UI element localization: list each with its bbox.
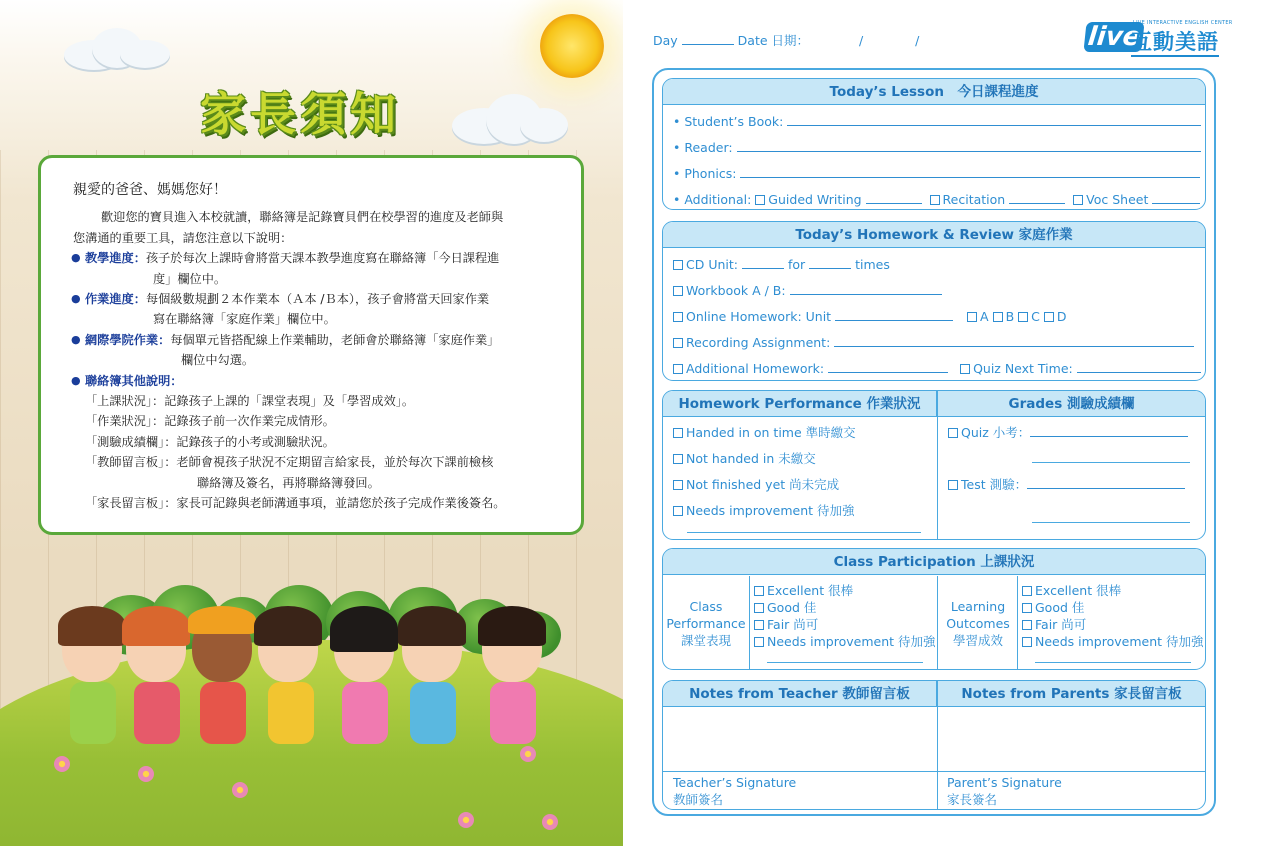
option-label: Fair 尚可 <box>767 617 819 632</box>
recitation-field[interactable] <box>1009 191 1065 204</box>
other-note <box>73 391 555 411</box>
notice-item <box>73 371 555 391</box>
performance-checkbox[interactable] <box>673 506 683 516</box>
section-header: Notes from Parents 家長留言板 <box>938 681 1205 707</box>
date-slash: / <box>915 33 920 48</box>
other-note-cont: 聯絡簿及簽名，再將聯絡簿發回。 <box>197 475 380 490</box>
student-book-field[interactable] <box>787 113 1201 126</box>
logo-small-text: LIVE INTERACTIVE ENGLISH CENTER <box>1133 20 1233 26</box>
logo-badge: live <box>1083 22 1145 52</box>
row-label: • Phonics: <box>673 166 737 181</box>
test-score-field[interactable] <box>1027 476 1185 489</box>
notes-section <box>662 680 1206 810</box>
label-line: Teacher’s Signature <box>673 775 797 790</box>
bullet-icon: ● <box>71 292 81 306</box>
date-slash: / <box>858 33 864 48</box>
online-homework-row <box>673 308 1067 324</box>
option-label: Good 佳 <box>1035 600 1085 615</box>
brand-logo <box>1085 18 1233 58</box>
bullet-icon: ● <box>71 332 81 346</box>
workbook-checkbox[interactable] <box>673 286 683 296</box>
option-label: Excellent 很棒 <box>1035 583 1122 598</box>
workbook-field[interactable] <box>790 282 942 295</box>
option-label: B <box>1005 309 1015 324</box>
participation-option <box>754 633 936 650</box>
homework-performance-column <box>663 391 937 539</box>
bullet-icon: ● <box>71 251 81 265</box>
quiz-score-line-2[interactable] <box>1032 462 1190 463</box>
option-b-checkbox[interactable] <box>993 312 1003 322</box>
flower-icon <box>542 814 558 830</box>
intro-line-2: 您溝通的重要工具，請您注意以下說明： <box>73 230 293 245</box>
flower-icon <box>138 766 154 782</box>
signature-divider <box>663 771 937 772</box>
teacher-notes-column[interactable] <box>663 681 937 809</box>
reader-field[interactable] <box>737 139 1201 152</box>
row-label: Test 測驗： <box>961 477 1028 492</box>
quiz-checkbox[interactable] <box>948 428 958 438</box>
option-a-checkbox[interactable] <box>967 312 977 322</box>
class-performance-line[interactable] <box>767 662 923 663</box>
cd-unit-field[interactable] <box>742 256 784 269</box>
row-label: • Additional: <box>673 192 752 207</box>
bullet-icon: ● <box>71 373 81 387</box>
participation-option <box>754 616 936 633</box>
participation-option <box>1022 599 1204 616</box>
quiz-score-field[interactable] <box>1030 424 1188 437</box>
option-label: Guided Writing <box>768 192 862 207</box>
grades-column <box>938 391 1205 539</box>
flower-icon <box>54 756 70 772</box>
option-label: A <box>980 309 989 324</box>
other-note <box>73 411 555 431</box>
quiz-next-field[interactable] <box>1077 360 1201 373</box>
participation-option <box>1022 633 1204 650</box>
learning-outcomes-label <box>938 598 1018 649</box>
learning-outcomes-options <box>1022 582 1204 650</box>
section-header: Grades 測驗成績欄 <box>938 391 1205 417</box>
signature-divider <box>938 771 1206 772</box>
day-date-line <box>653 31 919 49</box>
performance-note-line[interactable] <box>687 532 921 533</box>
recitation-checkbox[interactable] <box>930 195 940 205</box>
option-label: D <box>1056 309 1067 324</box>
class-performance-label <box>663 598 749 649</box>
notice-item <box>73 330 555 371</box>
option-label: Voc Sheet <box>1086 192 1149 207</box>
row-label: • Student’s Book: <box>673 114 784 129</box>
label-line: Parent’s Signature <box>947 775 1062 790</box>
quiz-next-checkbox[interactable] <box>960 364 970 374</box>
row-label: times <box>855 257 890 272</box>
quiz-row <box>948 423 1188 441</box>
additional-homework-checkbox[interactable] <box>673 364 683 374</box>
other-note <box>73 493 555 513</box>
flower-icon <box>520 746 536 762</box>
recording-row <box>673 334 1194 350</box>
recording-field[interactable] <box>834 334 1194 347</box>
participation-checkbox[interactable] <box>754 637 764 647</box>
todays-lesson-section <box>662 78 1206 210</box>
other-note-text: 「測驗成績欄」：記錄孩子的小考或測驗狀況。 <box>85 434 335 449</box>
option-label: Not finished yet 尚未完成 <box>686 477 840 492</box>
online-unit-field[interactable] <box>835 308 953 321</box>
column-divider <box>1017 576 1018 669</box>
row-label: CD Unit: <box>686 257 738 272</box>
cd-row <box>673 256 890 272</box>
phonics-row <box>673 165 1200 181</box>
sun-icon <box>540 14 604 78</box>
participation-option <box>754 599 936 616</box>
option-label: C <box>1031 309 1040 324</box>
logo-name: 互動美語 <box>1131 29 1219 57</box>
guided-writing-checkbox[interactable] <box>755 195 765 205</box>
participation-checkbox[interactable] <box>1022 586 1032 596</box>
guided-writing-field[interactable] <box>866 191 922 204</box>
participation-checkbox[interactable] <box>1022 637 1032 647</box>
option-label: Excellent 很棒 <box>767 583 854 598</box>
notice-item <box>73 248 555 289</box>
row-label: for <box>787 257 806 272</box>
label-line: Learning <box>950 599 1006 614</box>
item-key: 聯絡簿其他說明： <box>85 373 183 388</box>
day-field[interactable] <box>682 33 734 45</box>
voc-sheet-checkbox[interactable] <box>1073 195 1083 205</box>
participation-checkbox[interactable] <box>1022 620 1032 630</box>
participation-option <box>754 582 936 599</box>
participation-option <box>1022 616 1204 633</box>
row-label: • Reader: <box>673 140 733 155</box>
option-label: Needs improvement 待加強 <box>767 634 936 649</box>
other-note-text: 「教師留言板」：老師會視孩子狀況不定期留言給家長，並於每次下課前檢核 <box>85 455 494 470</box>
student-book-row <box>673 113 1201 129</box>
notice-item <box>73 289 555 330</box>
flower-icon <box>232 782 248 798</box>
option-label: Recitation <box>942 192 1006 207</box>
performance-checkbox[interactable] <box>673 454 683 464</box>
greeting: 親愛的爸爸、媽媽您好！ <box>73 182 227 198</box>
todays-homework-section <box>662 221 1206 381</box>
row-label: Workbook A / B: <box>686 283 786 298</box>
other-note <box>73 432 555 452</box>
other-note-text: 「家長留言板」：家長可記錄與老師溝通事項，並請您於孩子完成作業後簽名。 <box>85 496 506 511</box>
label-line: 課堂表現 <box>680 633 731 648</box>
intro-line-1: 歡迎您的寶貝進入本校就讀，聯絡簿是記錄寶貝們在校學習的進度及老師與 <box>101 210 504 225</box>
notice-card <box>38 155 584 535</box>
performance-checkbox[interactable] <box>673 480 683 490</box>
option-label: Needs improvement 待加強 <box>1035 634 1204 649</box>
item-text: 孩子於每次上課時會將當天課本教學進度寫在聯絡簿「今日課程進 <box>145 251 500 266</box>
item-text-cont: 欄位中勾選。 <box>181 353 255 368</box>
learning-outcomes-line[interactable] <box>1035 662 1191 663</box>
parent-notice-page <box>0 0 623 846</box>
performance-grades-section <box>662 390 1206 540</box>
section-header: Today’s Lesson 今日課程進度 <box>663 79 1205 105</box>
label-line: Performance <box>666 616 746 631</box>
parent-notes-column[interactable] <box>938 681 1205 809</box>
option-label: Fair 尚可 <box>1035 617 1087 632</box>
parent-signature-label <box>947 774 1062 808</box>
performance-option <box>673 501 855 519</box>
section-header: Homework Performance 作業狀況 <box>663 391 937 417</box>
column-divider <box>749 576 750 669</box>
recording-checkbox[interactable] <box>673 338 683 348</box>
other-note-text: 「作業狀況」：記錄孩子前一次作業完成情形。 <box>85 414 335 429</box>
performance-checkbox[interactable] <box>673 428 683 438</box>
section-header: Notes from Teacher 教師留言板 <box>663 681 937 707</box>
participation-checkbox[interactable] <box>754 586 764 596</box>
performance-option <box>673 449 816 467</box>
row-label: Quiz 小考： <box>961 425 1031 440</box>
row-label: Quiz Next Time: <box>973 361 1073 376</box>
label-line: 教師簽名 <box>673 792 724 807</box>
flower-icon <box>458 812 474 828</box>
date-label: Date 日期： <box>737 33 810 48</box>
phonics-field[interactable] <box>740 165 1200 178</box>
test-row <box>948 475 1185 493</box>
contact-form-page <box>623 0 1261 846</box>
test-checkbox[interactable] <box>948 480 958 490</box>
cd-times-field[interactable] <box>809 256 851 269</box>
test-score-line-2[interactable] <box>1032 522 1190 523</box>
option-label: Handed in on time 準時繳交 <box>686 425 856 440</box>
participation-option <box>1022 582 1204 599</box>
item-text-cont: 度」欄位中。 <box>153 271 227 286</box>
label-line: Outcomes <box>946 616 1010 631</box>
class-performance-options <box>754 582 936 650</box>
option-label: Not handed in 未繳交 <box>686 451 816 466</box>
participation-checkbox[interactable] <box>754 603 764 613</box>
additional-homework-row <box>673 360 1201 376</box>
section-header: Class Participation 上課狀況 <box>663 549 1205 575</box>
section-header: Today’s Homework & Review 家庭作業 <box>663 222 1205 248</box>
cd-checkbox[interactable] <box>673 260 683 270</box>
label-line: 學習成效 <box>952 633 1003 648</box>
teacher-signature-label <box>673 774 796 808</box>
item-key: 網際學院作業： <box>85 332 171 347</box>
performance-option <box>673 423 856 441</box>
page-title: 家長須知 <box>200 87 400 141</box>
voc-sheet-field[interactable] <box>1152 191 1200 204</box>
workbook-row <box>673 282 942 298</box>
row-label: Recording Assignment: <box>686 335 831 350</box>
row-label: Online Homework: Unit <box>686 309 832 324</box>
other-note-text: 「上課狀況」：記錄孩子上課的「課堂表現」及「學習成效」。 <box>85 394 415 409</box>
additional-row <box>673 191 1200 207</box>
participation-checkbox[interactable] <box>754 620 764 630</box>
option-d-checkbox[interactable] <box>1044 312 1054 322</box>
row-label: Additional Homework: <box>686 361 825 376</box>
label-line: Class <box>689 599 723 614</box>
participation-checkbox[interactable] <box>1022 603 1032 613</box>
additional-homework-field[interactable] <box>828 360 948 373</box>
item-key: 教學進度： <box>85 251 146 266</box>
option-label: Needs improvement 待加強 <box>686 503 855 518</box>
option-label: Good 佳 <box>767 600 817 615</box>
class-participation-section <box>662 548 1206 670</box>
label-line: 家長簽名 <box>947 792 998 807</box>
day-label: Day <box>653 33 678 48</box>
item-text-cont: 寫在聯絡簿「家庭作業」欄位中。 <box>153 312 336 327</box>
reader-row <box>673 139 1201 155</box>
item-key: 作業進度： <box>85 292 146 307</box>
item-text: 每個級數規劃２本作業本（Ａ本 /Ｂ本），孩子會將當天回家作業 <box>145 292 490 307</box>
option-c-checkbox[interactable] <box>1018 312 1028 322</box>
performance-option <box>673 475 839 493</box>
online-homework-checkbox[interactable] <box>673 312 683 322</box>
other-note <box>73 452 555 493</box>
item-text: 每個單元皆搭配線上作業輔助，老師會於聯絡簿「家庭作業」 <box>170 332 500 347</box>
